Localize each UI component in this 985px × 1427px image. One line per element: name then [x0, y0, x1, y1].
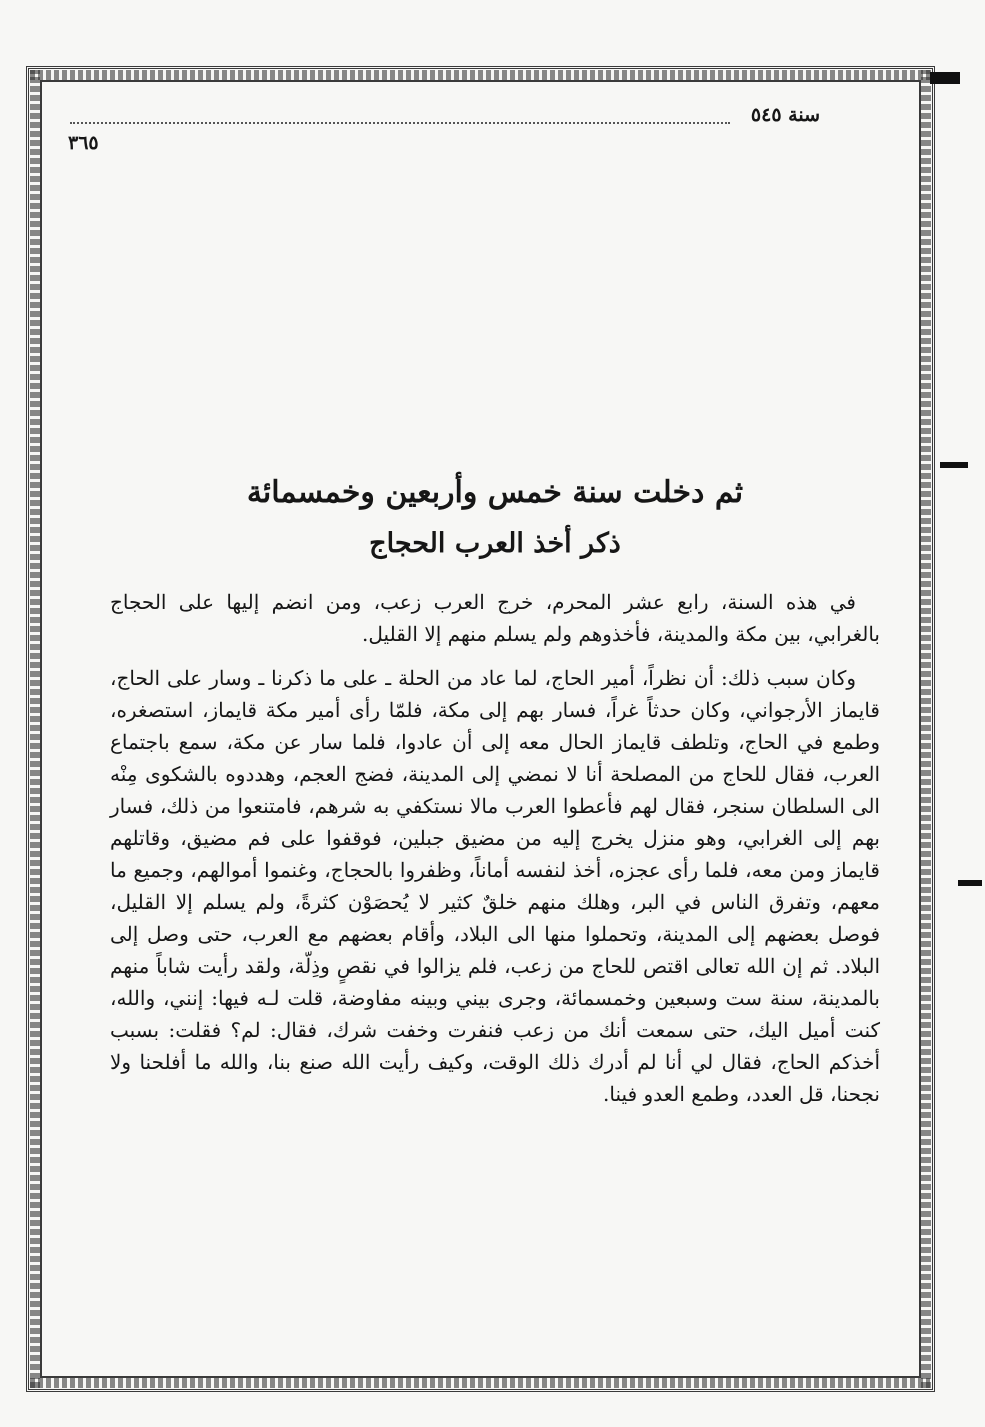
header-dotted-rule [70, 122, 730, 124]
page-number: ٣٦٥ [68, 132, 99, 154]
scan-mark [958, 880, 982, 886]
scan-mark [930, 72, 960, 84]
frame-chain-right [921, 70, 931, 1388]
page-header [60, 104, 820, 154]
paragraph: وكان سبب ذلك: أن نظراً، أمير الحاج، لما عاد من الحلة ـ على ما ذكرنا ـ وسار على الحاج، قايماز الأرجواني، وكان حدثاً غراً، فسار بهم إلى مكة، فلمّا رأى أمير مكة قايماز، استصغره، وطمع في الحاج، وتلطف قايماز الحال معه إلى أن عادوا، فلما سار عن مكة، سمع باجتماع العرب، فقال للحاج من المصلحة أنا لا نمضي إلى المدينة، فضج العجم، وهددوه بالشكوى مِنْه الى السلطان سنجر، فقال لهم فأعطوا العرب مالا نستكفي به شرهم، فامتنعوا من ذلك، فسار بهم إلى الغرابي، وهو منزل يخرج إليه من مضيق جبلين، فوقفوا على فم مضيق، وقاتلهم قايماز ومن معه، فلما رأى عجزه، أخذ لنفسه أماناً، وظفروا بالحجاج، وغنموا أموالهم، وجميع ما معهم، وتفرق الناس في البر، وهلك منهم خلقٌ كثير لا يُحصَوْن كثرةً، ولم يسلم إلا القليل، فوصل بعضهم إلى المدينة، وتحملوا منها الى البلاد، وأقام بعضهم مع العرب، حتى وصل إلى البلاد. ثم إن الله تعالى اقتص للحاج من زعب، فلم يزالوا في نقصٍ وذِلّة، ولقد رأيت شاباً منهم بالمدينة، سنة ست وسبعين وخمسمائة، وجرى بيني وبينه مفاوضة، قلت لـه فيها: إنني، والله، كنت أميل اليك، حتى سمعت أنك من زعب فنفرت وخفت شرك، فقال: لم؟ فقلت: بسبب أخذكم الحاج، فقال لي أنا لم أدرك ذلك الوقت، وكيف رأيت الله صنع بنا، والله ما أفلحنا ولا نجحنا، قل العدد، وطمع العدو فينا. [110, 666, 880, 1106]
paragraph: في هذه السنة، رابع عشر المحرم، خرج العرب زعب، ومن انضم إليها على الحجاج بالغرابي، بين مكة والمدينة، فأخذوهم ولم يسلم منهم إلا القليل. [110, 590, 880, 646]
main-text [110, 468, 880, 1122]
frame-chain-bottom [30, 1378, 930, 1388]
frame-chain-left [30, 70, 40, 1388]
year-heading: ثم دخلت سنة خمس وأربعين وخمسمائة [246, 475, 744, 510]
frame-chain-top [30, 70, 930, 80]
scan-mark [940, 462, 968, 468]
section-heading: ذكر أخذ العرب الحجاج [369, 528, 621, 559]
running-head: سنة ٥٤٥ [750, 104, 820, 126]
